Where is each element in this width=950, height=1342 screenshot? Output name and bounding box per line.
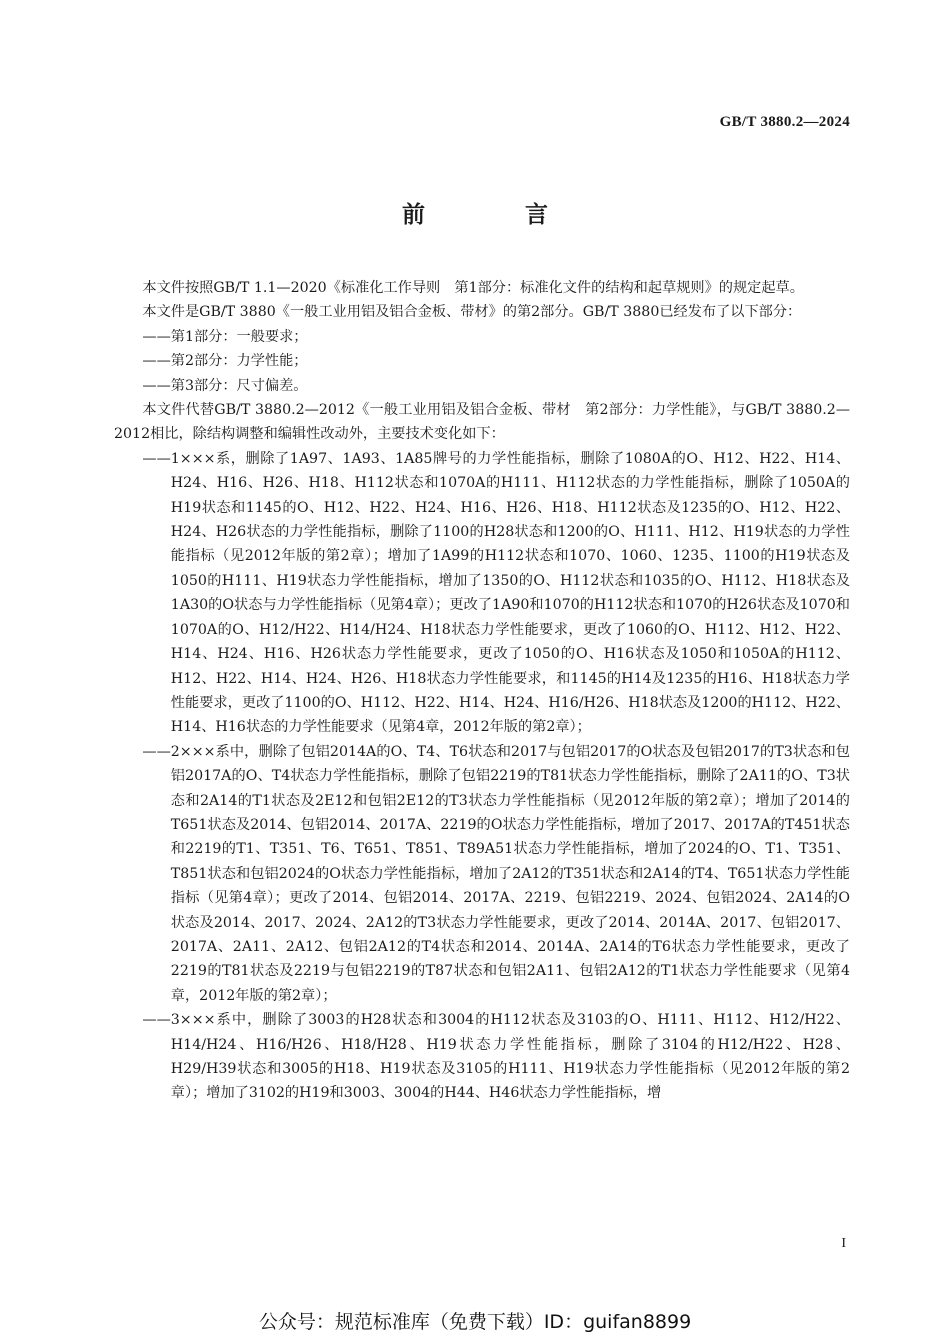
- list-item-change-1xxx: ——1×××系，删除了1A97、1A93、1A85牌号的力学性能指标，删除了1080A的O、H12、H22、H14、H24、H16、H26、H18、H112状态和1070A的H111、H112状态的力学性能指标，删除了1050A的H19状态和1145的O、H12、H22、H24、H16、H26、H18、H112状态及1235的O、H12、H22、H24、H26状态的力学性能指标，删除了1100的H28状态和1200的O、H111、H12、H19状态的力学性能指标（见2012年版的第2章）；增加了1A99的H112状态和1070、1060、1235、1100的H19状态及1050的H111、H19状态力学性能指标，增加了1350的O、H112状态和1035的O、H112、H18状态及1A30的O状态与力学性能指标（见第4章）；更改了1A90和1070的H112状态和1070的H26状态及1070和1070A的O、H12/H22、H14/H24、H18状态力学性能要求，更改了1060的O、H112、H12、H22、H14、H24、H16、H26状态力学性能要求，更改了1050的O、H16状态及1050和1050A的H112、H12、H22、H14、H24、H26、H18状态力学性能要求，和1145的H14及1235的H16、H18状态力学性能要求，更改了1100的O、H112、H22、H14、H24、H16/H26、H18状态及1200的H112、H22、H14、H16状态的力学性能要求（见第4章，2012年版的第2章）；: [142, 450, 850, 736]
- list-item-part-3: ——第3部分：尺寸偏差。: [142, 377, 308, 394]
- page-number: I: [841, 1236, 846, 1251]
- foreword-body: [114, 276, 850, 1106]
- list-item-part-1: ——第1部分：一般要求；: [142, 328, 308, 345]
- footer-watermark: 公众号：规范标准库（免费下载）ID：guifan8899: [258, 1311, 692, 1333]
- paragraph-replacement: 本文件代替GB/T 3880.2—2012《一般工业用铝及铝合金板、带材 第2部分：力学性能》，与GB/T 3880.2—2012相比，除结构调整和编辑性改动外，主要技术变化如下：: [114, 402, 850, 443]
- list-item-change-2xxx: ——2×××系中，删除了包铝2014A的O、T4、T6状态和2017与包铝2017的O状态及包铝2017的T3状态和包铝2017A的O、T4状态力学性能指标，删除了包铝2219的T81状态力学性能指标，删除了2A11的O、T3状态和2A14的T1状态及2E12和包铝2E12的T3状态力学性能指标（见2012年版的第2章）；增加了2014的T651状态及2014、包铝2014、2017A、2219的O状态力学性能指标，增加了2017、2017A的T451状态和2219的T1、T351、T6、T651、T851、T89A51状态力学性能指标，增加了2024的O、T1、T351、T851状态和包铝2024的O状态力学性能指标，增加了2A12的T351状态和2A14的T4、T651状态力学性能指标（见第4章）；更改了2014、包铝2014、2017A、2219、包铝2219、2024、包铝2024、2A14的O状态及2014、2017、2024、2A12的T3状态力学性能要求，更改了2014、2014A、2017、包铝2017、2017A、2A11、2A12、包铝2A12的T4状态和2014、2014A、2A14的T6状态力学性能要求，更改了2219的T81状态及2219与包铝2219的T87状态和包铝2A11、包铝2A12的T1状态力学性能要求（见第4章，2012年版的第2章）；: [142, 743, 850, 1004]
- paragraph-drafting-basis: 本文件按照GB/T 1.1—2020《标准化工作导则 第1部分：标准化文件的结构和起草规则》的规定起草。: [142, 280, 804, 296]
- page-title: 前 言: [401, 202, 594, 228]
- standard-code: GB/T 3880.2—2024: [719, 114, 850, 130]
- paragraph-series-info: 本文件是GB/T 3880《一般工业用铝及铝合金板、带材》的第2部分。GB/T 3880已经发布了以下部分：: [142, 304, 802, 321]
- list-item-part-2: ——第2部分：力学性能；: [142, 353, 308, 370]
- list-item-change-3xxx: ——3×××系中，删除了3003的H28状态和3004的H112状态及3103的O、H111、H112、H12/H22、H14/H24、H16/H26、H18/H28、H19状态力学性能指标，删除了3104的H12/H22、H28、H29/H39状态和3005的H18、H19状态及3105的H111、H19状态力学性能指标（见2012年版的第2章）；增加了3102的H19和3003、3004的H44、H46状态力学性能指标，增: [142, 1012, 850, 1102]
